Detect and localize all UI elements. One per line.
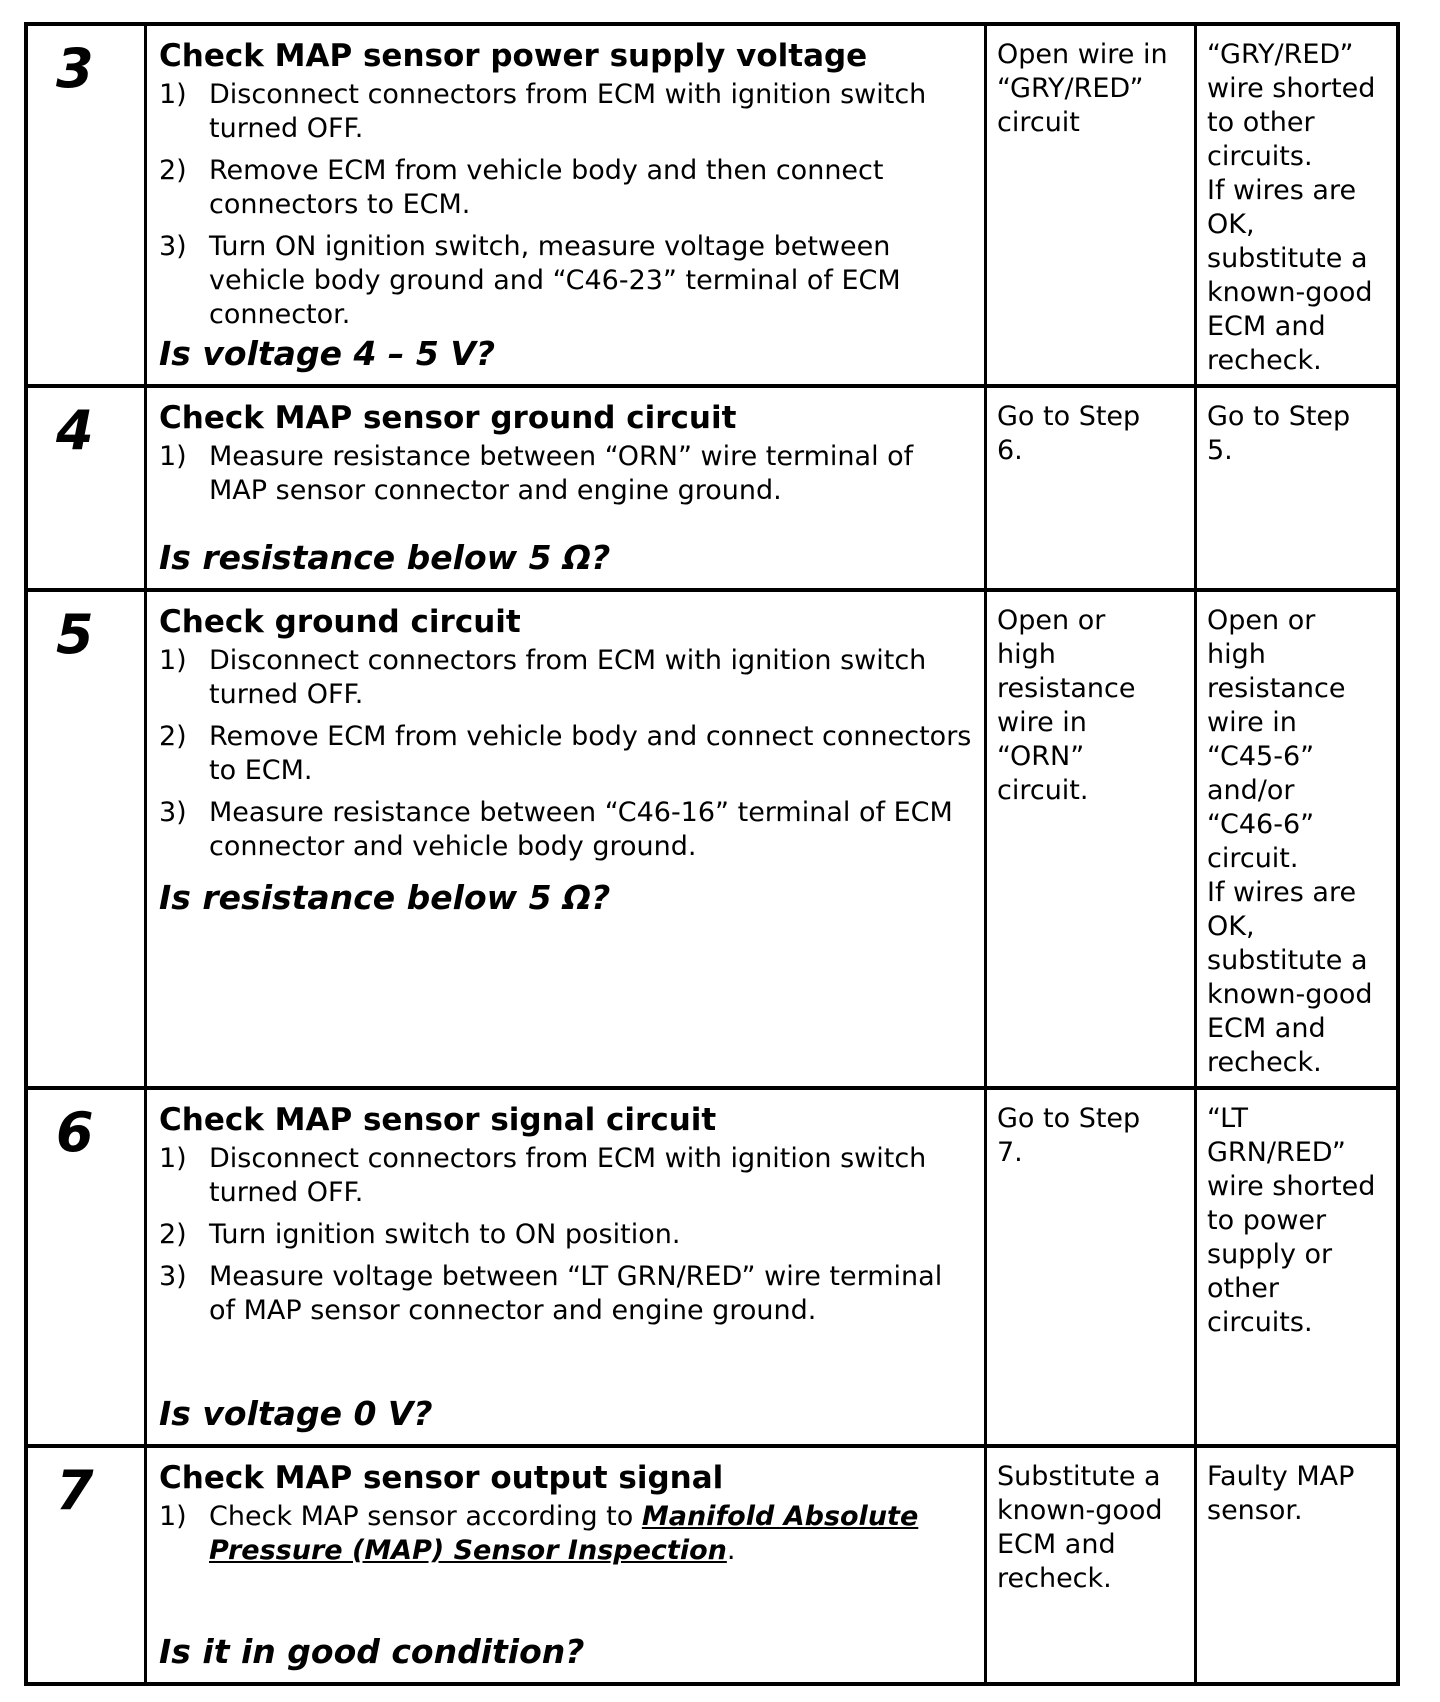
table-row	[28, 384, 1396, 588]
step-question: Is voltage 4 – 5 V?	[159, 334, 496, 373]
yes-cell	[984, 26, 1194, 384]
yes-cell	[984, 1448, 1194, 1682]
no-cell	[1194, 1090, 1396, 1444]
yes-cell	[984, 388, 1194, 588]
list-item: 2) Remove ECM from vehicle body and then connect connectors to ECM.	[159, 155, 884, 220]
no-result: “LT GRN/RED” wire shorted to power supply or other circuits.	[1207, 1103, 1376, 1338]
step-title: Check MAP sensor signal circuit	[159, 1102, 717, 1138]
step-question: Is it in good condition?	[159, 1632, 585, 1671]
step-number: 6	[56, 1101, 94, 1164]
list-item: 1) Disconnect connectors from ECM with ignition switch turned OFF.	[159, 645, 927, 710]
table-row	[28, 1444, 1396, 1682]
list-item: 1) Disconnect connectors from ECM with ignition switch turned OFF.	[159, 1143, 927, 1208]
no-result: “GRY/RED” wire shorted to other circuits. If wires are OK, substitute a known-good ECM and recheck.	[1207, 39, 1376, 376]
step-title: Check MAP sensor output signal	[159, 1460, 724, 1496]
no-result: Open or high resistance wire in “C45-6” and/or “C46-6” circuit. If wires are OK, substitute a known-good ECM and recheck.	[1207, 605, 1373, 1078]
no-result: Faulty MAP sensor.	[1207, 1461, 1355, 1526]
step-title: Check MAP sensor ground circuit	[159, 400, 737, 436]
yes-result: Open or high resistance wire in “ORN” circuit.	[997, 605, 1136, 806]
no-result: Go to Step 5.	[1207, 401, 1351, 466]
step-number: 5	[56, 603, 94, 666]
step-cell	[28, 388, 144, 588]
yes-result: Go to Step 6.	[997, 401, 1141, 466]
step-cell	[28, 1090, 144, 1444]
procedure-list	[159, 440, 972, 508]
step-cell	[28, 26, 144, 384]
procedure-list	[159, 1142, 972, 1328]
list-item: 1) Disconnect connectors from ECM with ignition switch turned OFF.	[159, 79, 927, 144]
table-row	[28, 588, 1396, 1086]
yes-result: Open wire in “GRY/RED” circuit	[997, 39, 1168, 138]
step-question: Is resistance below 5 Ω?	[159, 538, 611, 577]
action-cell	[144, 1090, 984, 1444]
procedure-list	[159, 644, 972, 864]
action-cell	[144, 592, 984, 1086]
yes-cell	[984, 592, 1194, 1086]
list-item: 3) Turn ON ignition switch, measure voltage between vehicle body ground and “C46-23” terminal of ECM connector.	[159, 231, 901, 330]
step-question: Is resistance below 5 Ω?	[159, 878, 611, 917]
list-item: 3) Measure resistance between “C46-16” terminal of ECM connector and vehicle body ground.	[159, 797, 953, 862]
list-item: 2) Turn ignition switch to ON position.	[159, 1219, 681, 1250]
no-cell	[1194, 1448, 1396, 1682]
step-title: Check ground circuit	[159, 604, 521, 640]
list-item: 1) Measure resistance between “ORN” wire terminal of MAP sensor connector and engine ground.	[159, 441, 914, 506]
step-question: Is voltage 0 V?	[159, 1394, 433, 1433]
yes-cell	[984, 1090, 1194, 1444]
procedure-list	[159, 78, 972, 332]
step-cell	[28, 1448, 144, 1682]
action-cell	[144, 388, 984, 588]
step-title: Check MAP sensor power supply voltage	[159, 38, 868, 74]
step-cell	[28, 592, 144, 1086]
no-cell	[1194, 592, 1396, 1086]
action-cell	[144, 26, 984, 384]
list-item: 1) Check MAP sensor according to Manifold Absolute Pressure (MAP) Sensor Inspection.	[159, 1501, 919, 1566]
table-row	[28, 1086, 1396, 1444]
table-row	[28, 26, 1396, 384]
action-cell	[144, 1448, 984, 1682]
list-item: 3) Measure voltage between “LT GRN/RED” wire terminal of MAP sensor connector and engine ground.	[159, 1261, 943, 1326]
no-cell	[1194, 26, 1396, 384]
yes-result: Go to Step 7.	[997, 1103, 1141, 1168]
inspection-reference-link[interactable]: Manifold Absolute Pressure (MAP) Sensor Inspection	[209, 1501, 919, 1566]
procedure-list	[159, 1500, 972, 1568]
troubleshooting-table	[24, 22, 1400, 1686]
yes-result: Substitute a known-good ECM and recheck.	[997, 1461, 1163, 1594]
step-number: 4	[56, 399, 94, 462]
list-item: 2) Remove ECM from vehicle body and connect connectors to ECM.	[159, 721, 972, 786]
step-number: 7	[56, 1459, 94, 1522]
step-number: 3	[56, 37, 94, 100]
no-cell	[1194, 388, 1396, 588]
